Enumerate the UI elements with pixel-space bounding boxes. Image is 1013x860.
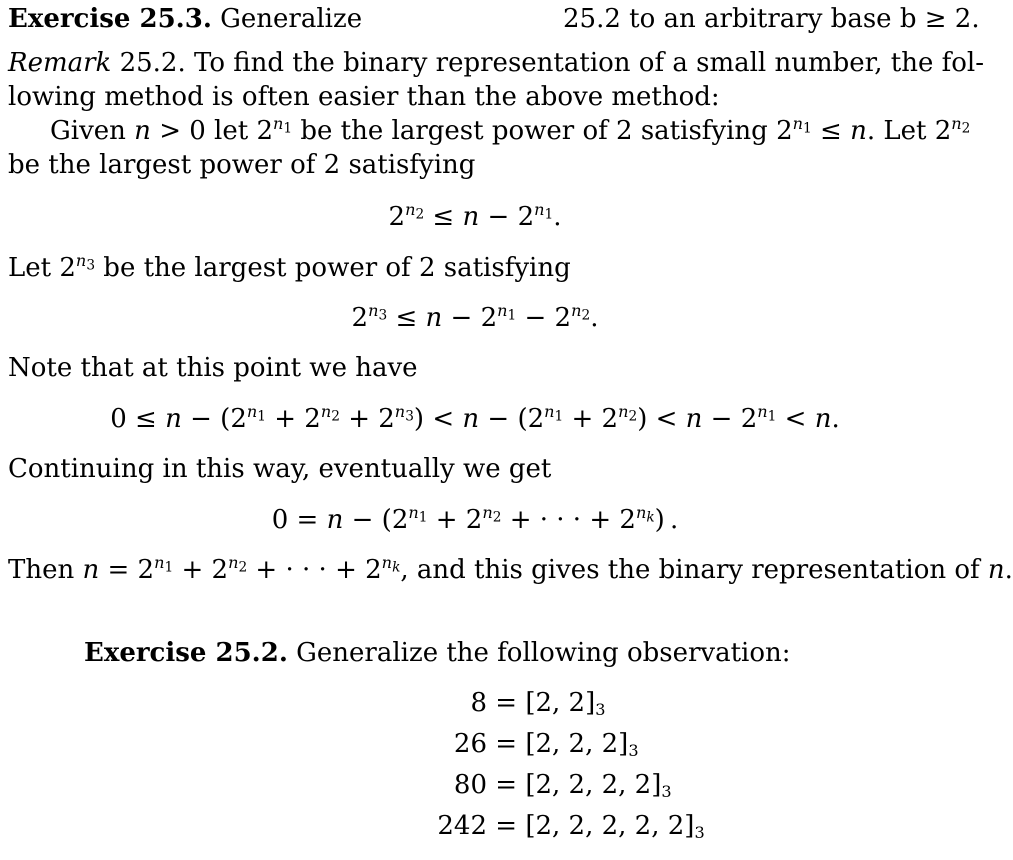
remark-line-4: be the largest power of 2 satisfying xyxy=(8,150,476,180)
math-2-n3: $2^{n_3}$ xyxy=(59,251,96,283)
observation-rhs: [2, 2] xyxy=(525,688,596,718)
remark-line-2: lowing method is often easier than the above method: xyxy=(8,82,720,112)
remark-number: 25.2. xyxy=(119,48,186,78)
remark-let-2: Let xyxy=(883,116,927,146)
math-2-n1-le-n: $2^{n_1} \le n$. xyxy=(776,114,876,146)
remark-then: Then xyxy=(8,555,75,585)
math-sum: $n = 2^{n_1} + 2^{n_2}$ + · · · + $2^{n_k}$ xyxy=(82,553,401,585)
observation-lhs: 8 xyxy=(470,688,487,718)
remark-line-5 xyxy=(8,251,571,283)
observation-row: 26 = [2, 2, $2]_3$ xyxy=(412,731,639,757)
remark-line-1 xyxy=(8,50,984,76)
observation-base: 3 xyxy=(694,823,705,843)
exercise-25-3-label: Exercise 25.3. xyxy=(8,4,212,34)
observation-rhs: [2, 2, 2] xyxy=(525,729,629,759)
remark-text-1: To find the binary representation of a small number, the fol- xyxy=(194,48,984,78)
equation-4: $0 = n - (2^{n_1} + 2^{n_2}$ + · · · + $2^{n_k}$) . xyxy=(271,503,679,535)
math-n-gt-0: n > 0 xyxy=(134,116,206,146)
exercise-25-3-line xyxy=(8,6,362,32)
remark-line-7: Continuing in this way, eventually we get xyxy=(8,454,552,484)
exercise-25-3-text-left: Generalize xyxy=(220,4,363,34)
observation-lhs: 80 xyxy=(453,770,487,800)
observation-base: 3 xyxy=(628,741,639,761)
observation-rhs: [2, 2, 2, 2] xyxy=(525,770,662,800)
observation-base: 3 xyxy=(595,700,606,720)
math-2-n2: $2^{n_2}$ xyxy=(934,114,971,146)
remark-line-6: Note that at this point we have xyxy=(8,353,418,383)
remark-line-8: Then $n = 2^{n_1} + 2^{n_2}$ + · · · + $2^{n_k}$, and this gives the binary representation of n. xyxy=(8,553,1013,585)
remark-binary-rep: , and this gives the binary representation of xyxy=(400,555,980,585)
exercise-25-2-text: Generalize the following observation: xyxy=(296,638,791,668)
remark-largest-power-3: be the largest power of 2 satisfying xyxy=(103,253,571,283)
remark-let-3: Let xyxy=(8,253,52,283)
equation-1: $2^{n_2} \le n - 2^{n_1}$. xyxy=(388,200,562,232)
exercise-25-2-line xyxy=(84,640,791,666)
equation-2: $2^{n_3} \le n - 2^{n_1} - 2^{n_2}$. xyxy=(351,301,599,333)
observation-base: 3 xyxy=(661,782,672,802)
equation-3: $0 \le n - (2^{n_1} + 2^{n_2} + 2^{n_3}) < n - (2^{n_1} + 2^{n_2}) < n - 2^{n_1} < n$. xyxy=(110,402,840,434)
remark-line-3 xyxy=(50,114,971,146)
observation-lhs: 242 xyxy=(437,811,487,841)
remark-given: Given xyxy=(50,116,126,146)
exercise-25-3-text-right: 25.2 to an arbitrary base b ≥ 2. xyxy=(563,4,980,34)
remark-let: let xyxy=(214,116,249,146)
observation-row: 8 = [2, $2]_3$ xyxy=(412,690,605,716)
math-n-end: n xyxy=(987,555,1005,585)
math-2-n1: $2^{n_1}$ xyxy=(256,114,293,146)
observation-lhs: 26 xyxy=(453,729,487,759)
exercise-25-2-label: Exercise 25.2. xyxy=(84,638,288,668)
remark-largest-power-1: be the largest power of 2 satisfying xyxy=(300,116,768,146)
observation-row: 242 = [2, 2, 2, 2, $2]_3$ xyxy=(412,813,705,839)
observation-rhs: [2, 2, 2, 2, 2] xyxy=(525,811,695,841)
observation-row: 80 = [2, 2, 2, $2]_3$ xyxy=(412,772,672,798)
remark-label: Remark xyxy=(8,48,112,78)
